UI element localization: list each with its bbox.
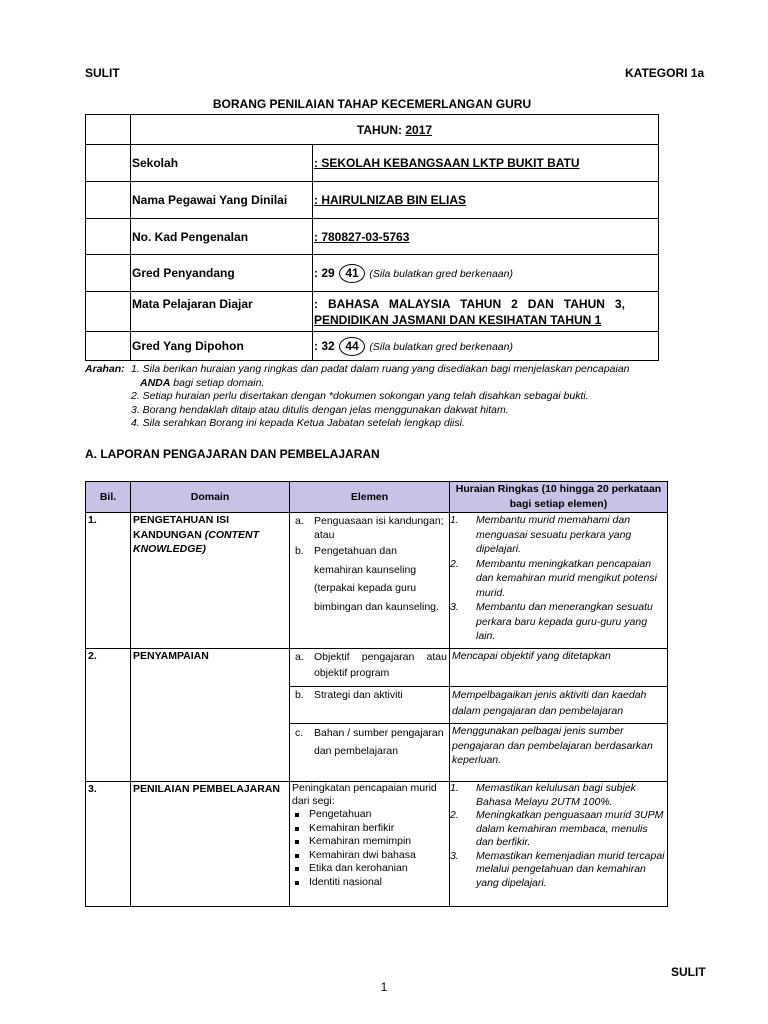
col-huraian: Huraian Ringkas (10 hingga 20 perkataan bagi setiap elemen): [450, 482, 668, 513]
arahan-anda: ANDA: [140, 376, 171, 389]
col-bil: Bil.: [86, 482, 131, 513]
col-elemen: Elemen: [290, 482, 450, 513]
section-a-heading: A. LAPORAN PENGAJARAN DAN PEMBELAJARAN: [85, 447, 380, 461]
kad-value: : 780827-03-5763: [313, 219, 659, 255]
list-item: Kemahiran dwi bahasa: [292, 849, 447, 863]
sekolah-value: : SEKOLAH KEBANGSAAN LKTP BUKIT BATU: [313, 145, 659, 182]
arahan-label: Arahan:: [85, 363, 125, 375]
row-huraian: Mempelbagaikan jenis aktiviti dan kaedah dalam pengajaran dan pembelajaran: [450, 687, 668, 724]
form-title: BORANG PENILAIAN TAHAP KECEMERLANGAN GURU: [212, 97, 532, 111]
gred-penyandang-label: Gred Penyandang: [131, 255, 313, 292]
header-kategori: KATEGORI 1a: [625, 66, 705, 80]
row-huraian: Mencapai objektif yang ditetapkan: [450, 649, 668, 687]
mata-pelajaran-value: : BAHASA MALAYSIA TAHUN 2 DAN TAHUN 3, PENDIDIKAN JASMANI DAN KESIHATAN TAHUN 1: [313, 292, 659, 332]
laporan-table: [85, 481, 668, 907]
table-row: [86, 513, 668, 649]
table-row: [86, 782, 668, 907]
tahun-cell: [131, 115, 659, 145]
col-domain: Domain: [131, 482, 290, 513]
table-row: [86, 649, 668, 687]
row-bil: 2.: [86, 649, 131, 782]
list-item: Etika dan kerohanian: [292, 862, 447, 876]
list-item: Identiti nasional: [292, 876, 447, 890]
arahan-item-1: 1. Sila berikan huraian yang ringkas dan padat dalam ruang yang disediakan bagi menjelaskan pencapaian: [131, 363, 630, 375]
row-huraian: 1. Memastikan kelulusan bagi subjek Bahasa Melayu 2UTM 100%. 2. Meningkatkan penguasaan murid 3UPM dalam kemahiran membaca, menulis dan berfikir. 3. Memastikan kemenjadian murid tercapai melalui pengetahuan dan kemahiran yang dipelajari.: [450, 782, 668, 907]
gred-dipohon-label: Gred Yang Dipohon: [131, 332, 313, 361]
gred-dipohon-value: : 32 44 (Sila bulatkan gred berkenaan): [313, 332, 659, 361]
tahun-label: TAHUN:: [356, 122, 406, 137]
header-sulit: SULIT: [85, 66, 120, 80]
list-item: Kemahiran memimpin: [292, 835, 447, 849]
row-elemen: a. Penguasaan isi kandungan; atau b. Pengetahuan dan kemahiran kaunseling (terpakai kepada guru bimbingan dan kaunseling.: [290, 513, 450, 649]
row-elemen: b. Strategi dan aktiviti: [290, 687, 450, 724]
arahan-item-4: 4. Sila serahkan Borang ini kepada Ketua Jabatan setelah lengkap diisi.: [131, 417, 465, 429]
row-elemen: Peningkatan pencapaian murid dari segi: Pengetahuan Kemahiran berfikir Kemahiran memimpin Kemahiran dwi bahasa Etika dan kerohanian Identiti nasional: [290, 782, 450, 907]
row-bil: 3.: [86, 782, 131, 907]
gred-penyandang-value: : 29 41 (Sila bulatkan gred berkenaan): [313, 255, 659, 292]
row-huraian: Menggunakan pelbagai jenis sumber pengajaran dan pembelajaran berdasarkan keperluan.: [450, 724, 668, 782]
nama-value: : HAIRULNIZAB BIN ELIAS: [313, 182, 659, 219]
mata-pelajaran-label: Mata Pelajaran Diajar: [131, 292, 313, 332]
gred-penyandang-circled: 41: [339, 264, 365, 283]
kad-label: No. Kad Pengenalan: [131, 219, 313, 255]
row-huraian: 1. Membantu murid memahami dan menguasai sesuatu perkara yang dipelajari. 2. Membantu meningkatkan pencapaian dan kemahiran murid mengikut potensi murid. 3. Membantu dan menerangkan sesuatu perkara baru kepada guru-guru yang lain.: [450, 513, 668, 649]
list-item: Kemahiran berfikir: [292, 822, 447, 836]
row-bil: 1.: [86, 513, 131, 649]
gred-dipohon-circled: 44: [339, 337, 365, 356]
tahun-value: 2017: [405, 122, 433, 137]
arahan-item-3: 3. Borang hendaklah ditaip atau ditulis dengan jelas menggunakan dakwat hitam.: [131, 403, 509, 416]
info-table: [85, 114, 659, 361]
arahan-item-2: 2. Setiap huraian perlu disertakan dengan *dokumen sokongan yang telah disahkan sebagai bukti.: [131, 390, 589, 402]
arahan-block: Arahan: 1. Sila berikan huraian yang ringkas dan padat dalam ruang yang disediakan bagi menjelaskan pencapaian ANDA bagi setiap domain. 2. Setiap huraian perlu disertakan dengan *dokumen sokongan yang telah disahkan sebagai bukti. 3. Borang hendaklah ditaip atau ditulis dengan jelas menggunakan dakwat hitam. 4. Sila serahkan Borang ini kepada Ketua Jabatan setelah lengkap diisi.: [85, 363, 630, 429]
list-item: Pengetahuan: [292, 808, 447, 822]
gred-note: (Sila bulatkan gred berkenaan): [369, 267, 513, 280]
nama-label: Nama Pegawai Yang Dinilai: [131, 182, 313, 219]
row-domain: PENYAMPAIAN: [131, 649, 290, 782]
gred-note: (Sila bulatkan gred berkenaan): [369, 340, 513, 353]
page-number: 1: [380, 980, 388, 994]
row-elemen: a. Objektif pengajaran atau objektif program: [290, 649, 450, 687]
row-elemen: c. Bahan / sumber pengajaran dan pembelajaran: [290, 724, 450, 782]
row-domain: PENILAIAN PEMBELAJARAN: [131, 782, 290, 907]
footer-sulit: SULIT: [671, 965, 706, 979]
row-domain: PENGETAHUAN ISI KANDUNGAN (CONTENT KNOWLEDGE): [131, 513, 290, 649]
sekolah-label: Sekolah: [131, 145, 313, 182]
